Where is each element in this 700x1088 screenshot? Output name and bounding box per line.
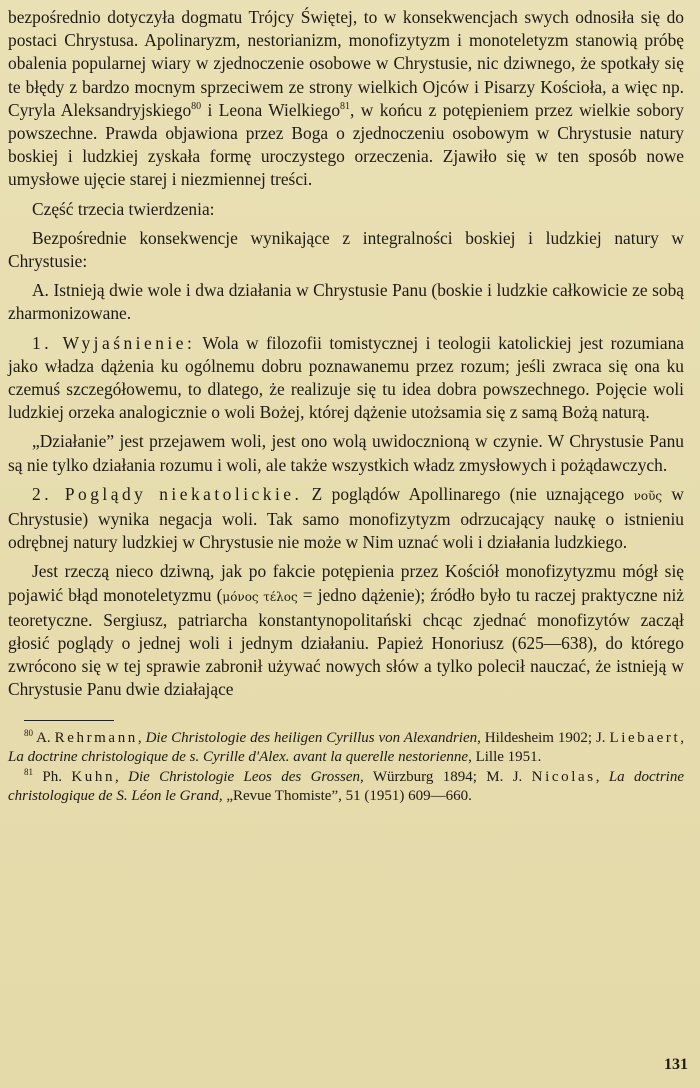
greek-term-monos-telos: μόνος τέλος bbox=[222, 589, 298, 604]
paragraph-4: A. Istnieją dwie wole i dwa działania w Chrystusie Panu (boskie i ludzkie całkowicie ze sobą zharmonizowane. bbox=[8, 280, 684, 324]
footnote-ref-81: 81 bbox=[340, 100, 351, 112]
paragraph-2: Część trzecia twierdzenia: bbox=[32, 198, 215, 219]
footnote-text: , bbox=[680, 729, 684, 746]
footnote-text: , „Revue Thomiste”, 51 (1951) 609—660. bbox=[218, 788, 472, 805]
author-name: Rehrmann bbox=[54, 729, 138, 746]
footnote-text: Ph. bbox=[42, 768, 72, 785]
paragraph-text: Wola w filozofii tomistycznej i teologii katolickiej jest rozumiana jako władza dążenia ku ogólnemu dobru poznawanemu przez rozum; jeśli zwraca się ona ku czemuś szczegółowemu, to dlatego, że realizuje się tu idea dobra powszechnego. Pojęcie woli ludzkiej orzeka analogicznie o woli Bożej, której dążenie utożsamia się z samą Bożą naturą. bbox=[8, 332, 684, 423]
paragraph-text: = jedno dążenie); źródło było tu raczej praktyczne niż teoretyczne. Sergiusz, patriarcha konstantynopolitański chcąc zjednać monofizytów zaczął głosić poglądy o jednej woli i jednym działaniu. Papież Honoriusz (625—638), do którego zwrócono się w tej sprawie zabronił używać nowych słów a tylko polecił nauczać, że istnieją w Chrystusie Panu dwie działające bbox=[8, 584, 684, 700]
footnote-text: , Würzburg 1894; M. J. bbox=[360, 768, 532, 785]
footnotes bbox=[8, 729, 684, 807]
author-name: Nicolas bbox=[531, 768, 596, 785]
paragraph-5 bbox=[8, 332, 684, 425]
footnote-number: 80 bbox=[24, 727, 33, 738]
greek-term-nous: νοῦς bbox=[633, 488, 663, 503]
footnote-divider bbox=[24, 720, 114, 721]
paragraph-text: , w końcu z potępieniem przez wielkie sobory powszechne. Prawda objawiona przez Boga o zjednoczeniu osobowym w Chrystusie natury boskiej i ludzkiej zyskała formę uroczystego orzeczenia. Zjawiło się w ten sposób nowe umysłowe ujęcie starej i niezmiennej treści. bbox=[8, 99, 685, 190]
footnote-text: A. bbox=[36, 729, 55, 746]
paragraph-text: Z poglądów Apollinarego (nie uznającego bbox=[302, 483, 634, 504]
book-title: La doctrine christologique de S. Léon le Grand bbox=[8, 768, 684, 805]
paragraph-text: w Chrystusie) wynika negacja woli. Tak samo monofizytyzm odrzucający naukę o istnieniu odrębnej natury ludzkiej w Chrystusie nie może w Nim uznać woli i działania ludzkiego. bbox=[8, 483, 684, 553]
paragraph-6: „Działanie” jest przejawem woli, jest ono wolą uwidocznioną w czynie. W Chrystusie Panu są nie tylko działania rozumu i woli, ale także wszystkich władz zmysłowych i pożądawczych. bbox=[8, 431, 684, 475]
section-heading-noncatholic: 2. Poglądy niekatolickie. bbox=[32, 483, 303, 504]
footnote-ref-80: 80 bbox=[191, 100, 202, 112]
book-title: La doctrine christologique de s. Cyrille d'Alex. avant la querelle nestorienne bbox=[8, 749, 469, 766]
main-text bbox=[8, 6, 684, 702]
author-name: Liebaert bbox=[609, 729, 681, 746]
footnote-text: , bbox=[595, 768, 609, 785]
footnote-text: , bbox=[137, 729, 146, 746]
paragraph-text: i Leona Wielkiego bbox=[201, 99, 341, 120]
section-heading-explanation: 1. Wyjaśnienie: bbox=[32, 332, 196, 353]
footnote-text: , Hildesheim 1902; J. bbox=[477, 729, 610, 746]
footnote-text: , Lille 1951. bbox=[468, 749, 542, 766]
paragraph-3: Bezpośrednie konsekwencje wynikające z integralności boskiej i ludzkiej natury w Chrystusie: bbox=[8, 227, 684, 272]
paragraph-text: bezpośrednio dotyczyła dogmatu Trójcy Świętej, to w konsekwencjach swych odnosiła się do postaci Chrystusa. Apolinaryzm, nestorianizm, monofizytyzm i monoteletyzm stanowią próbę obalenia popularnej wiary w zjednoczenie osobowe w Chrystusie, nic dziwnego, że spotkały się te błędy z bardzo mocnym sprzeciwem ze strony wielkich Ojców i Pisarzy Kościoła, a więc np. Cyryla Aleksandryjskiego bbox=[8, 7, 684, 120]
author-name: Kuhn bbox=[71, 768, 116, 785]
footnote-80 bbox=[8, 729, 684, 768]
book-title: Die Christologie Leos des Grossen bbox=[128, 768, 361, 785]
footnote-number: 81 bbox=[24, 766, 33, 777]
paragraph-1 bbox=[8, 6, 684, 192]
paragraph-7 bbox=[8, 483, 684, 555]
footnote-text: , bbox=[115, 768, 129, 785]
paragraph-text: Jest rzeczą nieco dziwną, jak po fakcie potępienia przez Kościół monofizytyzmu mógł się pojawić błąd monoteletyzmu ( bbox=[8, 561, 684, 605]
footnote-81 bbox=[8, 768, 684, 807]
page-number: 131 bbox=[664, 1056, 688, 1073]
book-title: Die Christologie des heiligen Cyrillus von Alexandrien bbox=[145, 729, 478, 746]
paragraph-8 bbox=[8, 560, 684, 701]
